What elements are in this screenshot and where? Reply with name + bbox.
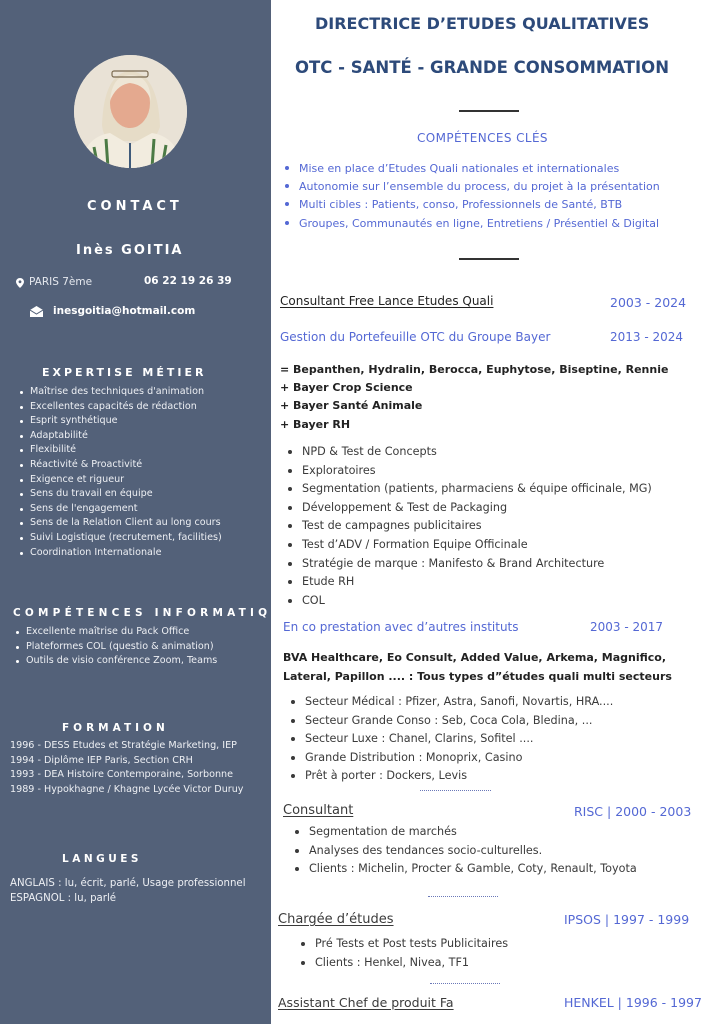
expertise-item: Flexibilité (17, 443, 222, 458)
expertise-title: EXPERTISE MÉTIER (42, 366, 207, 379)
study-item: Etude RH (284, 573, 652, 592)
task-item: Pré Tests et Post tests Publicitaires (297, 935, 508, 954)
task-item: Segmentation de marchés (291, 823, 637, 842)
sidebar (0, 0, 296, 1024)
job-company-ipsos: IPSOS | 1997 - 1999 (564, 912, 690, 927)
task-item: Analyses des tendances socio-culturelles. (291, 842, 637, 861)
envelope-icon (30, 306, 43, 317)
it-skill-item: Plateformes COL (questio & animation) (13, 640, 217, 655)
study-item: Test de campagnes publicitaires (284, 517, 652, 536)
it-skill-item: Excellente maîtrise du Pack Office (13, 625, 217, 640)
email-link[interactable]: inesgoitia@hotmail.com (53, 305, 196, 317)
divider (459, 110, 519, 112)
brand-line: + Bayer Crop Science (280, 381, 413, 395)
study-item: Segmentation (patients, pharmaciens & équipe officinale, MG) (284, 480, 652, 499)
subjob-dates-bayer: 2013 - 2024 (610, 330, 684, 344)
it-skill-item: Outils de visio conférence Zoom, Teams (13, 654, 217, 669)
subjob-dates-coprestation: 2003 - 2017 (590, 620, 664, 634)
phone-number[interactable]: 06 22 19 26 39 (144, 275, 232, 287)
study-item: COL (284, 592, 652, 611)
location-pin-icon (16, 278, 24, 288)
language-item: ANGLAIS : lu, écrit, parlé, Usage professionnel (10, 878, 246, 889)
job-title-chargee: Chargée d’études (278, 912, 394, 927)
ipsos-task-list (297, 935, 508, 972)
education-title: FORMATION (62, 722, 169, 734)
sector-item: Prêt à porter : Dockers, Levis (287, 767, 613, 786)
task-item: Clients : Henkel, Nivea, TF1 (297, 954, 508, 973)
education-item: 1996 - DESS Etudes et Stratégie Marketing, IEP (10, 740, 237, 751)
key-skills-list (281, 160, 660, 233)
expertise-list (17, 385, 222, 560)
risc-task-list (291, 823, 637, 879)
headline-title: DIRECTRICE D’ETUDES QUALITATIVES (315, 14, 650, 33)
main-content (271, 0, 724, 1024)
expertise-item: Excellentes capacités de rédaction (17, 400, 222, 415)
expertise-item: Esprit synthétique (17, 414, 222, 429)
sector-item: Secteur Médical : Pfizer, Astra, Sanofi, Novartis, HRA.... (287, 693, 613, 712)
expertise-item: Sens de l'engagement (17, 502, 222, 517)
language-item: ESPAGNOL : lu, parlé (10, 893, 117, 904)
sector-list (287, 693, 613, 786)
job-title-consultant: Consultant (283, 803, 354, 818)
dotted-divider (420, 790, 491, 791)
brand-line: + Bayer Santé Animale (280, 399, 423, 413)
subjob-title-bayer: Gestion du Portefeuille OTC du Groupe Bayer (280, 330, 551, 344)
sector-item: Secteur Luxe : Chanel, Clarins, Sofitel .... (287, 730, 613, 749)
dotted-divider (428, 896, 498, 897)
study-item: Exploratoires (284, 462, 652, 481)
description-line: BVA Healthcare, Eo Consult, Added Value, Arkema, Magnifico, (283, 651, 667, 664)
expertise-item: Exigence et rigueur (17, 473, 222, 488)
brand-line: + Bayer RH (280, 417, 351, 431)
task-item: Clients : Michelin, Procter & Gamble, Coty, Renault, Toyota (291, 860, 637, 879)
education-item: 1989 - Hypokhagne / Khagne Lycée Victor Duruy (10, 783, 244, 795)
study-item: Stratégie de marque : Manifesto & Brand Architecture (284, 555, 652, 574)
job-dates-freelance: 2003 - 2024 (610, 295, 687, 310)
description-line: Lateral, Papillon .... : Tous types d”études quali multi secteurs (283, 670, 672, 683)
languages-title: LANGUES (62, 853, 142, 865)
contact-title: CONTACT (87, 199, 183, 214)
expertise-item: Réactivité & Proactivité (17, 458, 222, 473)
education-item: 1994 - Diplôme IEP Paris, Section CRH (10, 754, 193, 766)
job-title-assistant: Assistant Chef de produit Fa (278, 995, 454, 1010)
it-skills-list (13, 625, 217, 669)
headline-subtitle: OTC - SANTÉ - GRANDE CONSOMMATION (295, 58, 670, 77)
profile-photo (74, 55, 187, 168)
education-item: 1993 - DEA Histoire Contemporaine, Sorbonne (10, 769, 234, 781)
expertise-item: Adaptabilité (17, 429, 222, 444)
expertise-item: Coordination Internationale (17, 546, 222, 561)
divider (459, 258, 519, 260)
job-title-freelance: Consultant Free Lance Etudes Quali (280, 294, 494, 308)
key-skills-title: COMPÉTENCES CLÉS (417, 131, 548, 145)
study-item: NPD & Test de Concepts (284, 443, 652, 462)
job-company-risc: RISC | 2000 - 2003 (574, 804, 692, 819)
location: PARIS 7ème (29, 276, 93, 288)
key-skill-item: Multi cibles : Patients, conso, Professionnels de Santé, BTB (281, 196, 660, 214)
expertise-item: Suivi Logistique (recrutement, facilities) (17, 531, 222, 546)
bayer-brands (280, 361, 668, 434)
portrait-image (74, 55, 187, 168)
sector-item: Grande Distribution : Monoprix, Casino (287, 749, 613, 768)
bayer-study-list (284, 443, 652, 610)
key-skill-item: Groupes, Communautés en ligne, Entretiens / Présentiel & Digital (281, 215, 660, 233)
expertise-item: Maîtrise des techniques d'animation (17, 385, 222, 400)
sector-item: Secteur Grande Conso : Seb, Coca Cola, Bledina, ... (287, 712, 613, 731)
coprestation-description (283, 648, 672, 686)
study-item: Développement & Test de Packaging (284, 499, 652, 518)
job-company-henkel: HENKEL | 1996 - 1997 (564, 995, 702, 1010)
expertise-item: Sens du travail en équipe (17, 487, 222, 502)
study-item: Test d’ADV / Formation Equipe Officinale (284, 536, 652, 555)
subjob-title-coprestation: En co prestation avec d’autres instituts (283, 620, 519, 634)
key-skill-item: Mise en place d’Etudes Quali nationales et internationales (281, 160, 660, 178)
brand-line: = Bepanthen, Hydralin, Berocca, Euphytose, Biseptine, Rennie (280, 363, 669, 376)
education-list (10, 739, 243, 797)
languages-list (10, 876, 246, 906)
key-skill-item: Autonomie sur l’ensemble du process, du projet à la présentation (281, 178, 660, 196)
it-skills-title: COMPÉTENCES INFORMATIQUE (13, 607, 296, 619)
expertise-item: Sens de la Relation Client au long cours (17, 516, 222, 531)
candidate-name: Inès GOITIA (76, 243, 184, 258)
dotted-divider (430, 983, 500, 984)
